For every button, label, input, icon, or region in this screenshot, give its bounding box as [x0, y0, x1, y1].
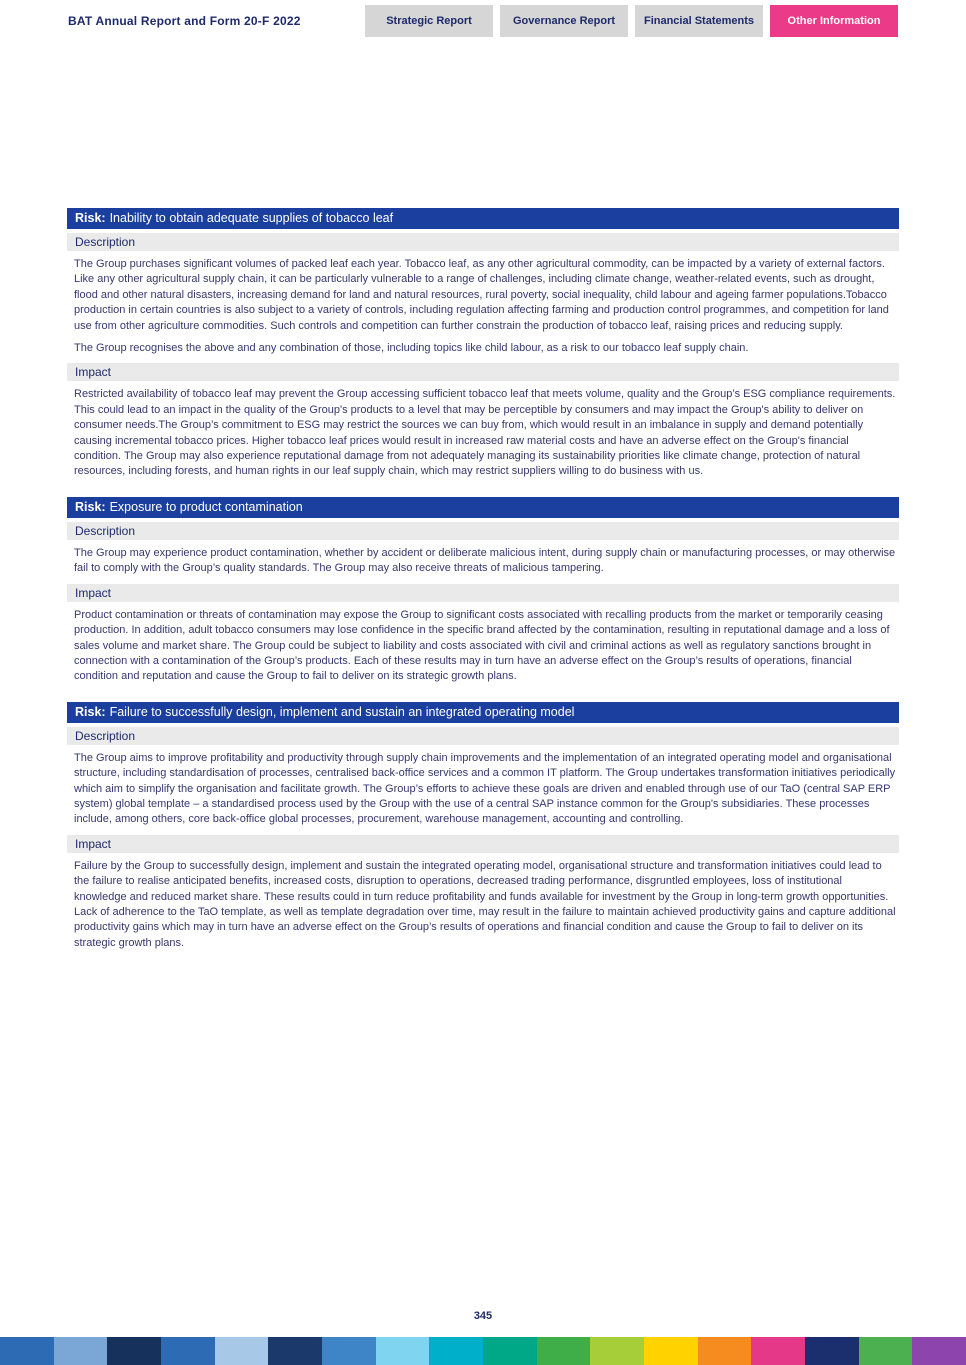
color-bar-segment	[107, 1337, 161, 1365]
tab-financial-statements[interactable]: Financial Statements	[635, 5, 763, 37]
risk-section-integrated-operating-model	[67, 702, 899, 951]
section-tabs	[365, 5, 898, 37]
footer-color-bar	[0, 1337, 966, 1365]
impact-heading: Impact	[67, 835, 899, 853]
risk-section-product-contamination	[67, 497, 899, 685]
tab-strategic-report[interactable]: Strategic Report	[365, 5, 493, 37]
risk-title: Failure to successfully design, implement and sustain an integrated operating model	[109, 704, 575, 719]
color-bar-segment	[805, 1337, 859, 1365]
risk-title-bar	[67, 702, 899, 723]
color-bar-segment	[751, 1337, 805, 1365]
impact-heading: Impact	[67, 584, 899, 602]
report-title: BAT Annual Report and Form 20-F 2022	[68, 14, 301, 28]
color-bar-segment	[215, 1337, 269, 1365]
impact-paragraph: Restricted availability of tobacco leaf may prevent the Group accessing sufficient tobacco leaf that meets volume, quality and the Group’s ESG compliance requirements. This could lead to an impact in the quality of the Group's products to a level that may be perceptible by consumers and may impact the Group's ability to deliver on consumer needs.The Group’s commitment to ESG may restrict the sources we can buy from, which would result in an imbalance in supply and demand potentially causing incremental tobacco prices. Higher tobacco leaf prices would result in increased raw material costs and have an adverse effect on the Group's financial condition. The Group may also experience reputational damage from not adequately managing its sustainability priorities like climate change, protection of natural resources, including forests, and human rights in our leaf supply chain, which may restrict suppliers willing to do business with us.	[74, 388, 896, 478]
header	[0, 0, 966, 38]
color-bar-segment	[376, 1337, 430, 1365]
color-bar-segment	[644, 1337, 698, 1365]
description-heading: Description	[67, 233, 899, 251]
risk-title-bar	[67, 497, 899, 518]
description-paragraph: The Group may experience product contamination, whether by accident or deliberate malicious intent, during supply chain or manufacturing processes, or may otherwise fail to comply with the Group’s quality standards. The Group may also receive threats of malicious tampering.	[74, 546, 896, 575]
color-bar-segment	[859, 1337, 913, 1365]
impact-paragraph: Failure by the Group to successfully design, implement and sustain the integrated operating model, organisational structure and transformation initiatives could lead to the failure to realise anticipated benefits, increased costs, disruption to operations, decreased trading performance, disgruntled employees, loss of institutional knowledge and reduced market share. These results could in turn reduce profitability and funds available for investment by the Group in long-term growth opportunities. Lack of adherence to the TaO template, as well as template degradation over time, may result in the failure to maintain achieved productivity gains and capture additional productivity gains which may in turn have an adverse effect on the Group’s results of operations and financial condition and cause the Group to fail to deliver on its strategic growth plans.	[74, 859, 896, 949]
color-bar-segment	[161, 1337, 215, 1365]
main-content	[0, 208, 966, 951]
risk-section-tobacco-leaf-supply	[67, 208, 899, 480]
risk-title-bar	[67, 208, 899, 229]
impact-heading: Impact	[67, 363, 899, 381]
color-bar-segment	[429, 1337, 483, 1365]
page-number: 345	[473, 1310, 493, 1322]
color-bar-segment	[537, 1337, 591, 1365]
color-bar-segment	[54, 1337, 108, 1365]
color-bar-segment	[912, 1337, 966, 1365]
tab-other-information[interactable]: Other Information	[770, 5, 898, 37]
description-paragraph: The Group aims to improve profitability and productivity through supply chain improvements and the implementation of an integrated operating model and organisational structure, including standardisation of processes, centralised back-office services and a common IT platform. The Group undertakes transformation initiatives periodically which aim to simplify the organisation and facilitate growth. The Group’s efforts to achieve these goals are driven and enabled through use of our TaO (central SAP ERP system) global template – a standardised process used by the Group with the use of a central SAP instance common for the Group's subsidiaries. These processes include, among others, core back-office global processes, procurement, warehouse management, accounting and controlling.	[74, 751, 896, 826]
color-bar-segment	[0, 1337, 54, 1365]
tab-governance-report[interactable]: Governance Report	[500, 5, 628, 37]
risk-label: Risk:	[75, 704, 106, 719]
risk-title: Exposure to product contamination	[109, 499, 303, 514]
description-heading: Description	[67, 727, 899, 745]
color-bar-segment	[698, 1337, 752, 1365]
impact-paragraph: Product contamination or threats of contamination may expose the Group to significant costs associated with recalling products from the market or temporarily ceasing production. In addition, adult tobacco consumers may lose confidence in the specific brand affected by the contamination, resulting in reputational damage and a loss of sales volume and market share. The Group could be subject to liability and costs associated with civil and criminal actions as well as regulatory sanctions brought in connection with a contamination of the Group’s products. Each of these results may in turn have an adverse effect on the Group’s results of operations, financial condition and reputation and cause the Group to fail to deliver on its strategic growth plans.	[74, 608, 890, 683]
risk-label: Risk:	[75, 211, 106, 225]
color-bar-segment	[268, 1337, 322, 1365]
description-paragraph: The Group recognises the above and any combination of those, including topics like child labour, as a risk to our tobacco leaf supply chain.	[74, 342, 749, 355]
color-bar-segment	[322, 1337, 376, 1365]
description-paragraph: The Group purchases significant volumes of packed leaf each year. Tobacco leaf, as any other agricultural commodity, can be impacted by a variety of external factors. Like any other agricultural supply chain, it can be particularly vulnerable to a range of challenges, including climate change, weather-related events, such as drought, flood and other natural disasters, increasing demand for land and natural resources, rural poverty, social inequality, child labour and ageing farmer populations.Tobacco production in certain countries is also subject to a variety of controls, including regulation affecting farming and production control programmes, and competition for land use from other agriculture commodities. Such controls and competition can further constrain the production of tobacco leaf, raising prices and reducing supply.	[74, 258, 889, 332]
risk-label: Risk:	[75, 499, 106, 514]
description-heading: Description	[67, 522, 899, 540]
color-bar-segment	[483, 1337, 537, 1365]
color-bar-segment	[590, 1337, 644, 1365]
risk-title: Inability to obtain adequate supplies of tobacco leaf	[109, 211, 394, 225]
